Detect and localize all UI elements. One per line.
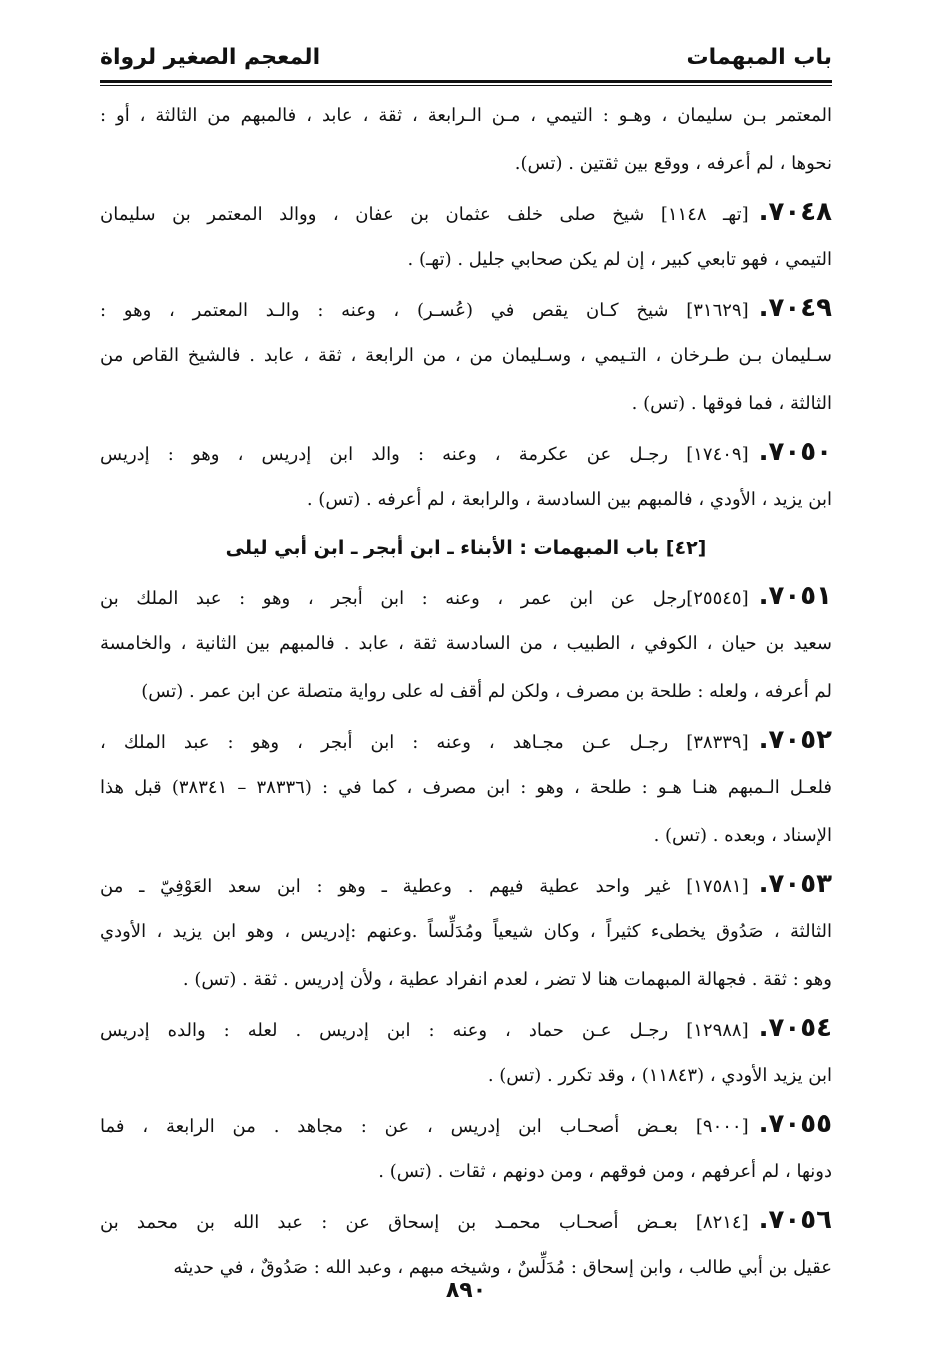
line-text: [١٧٤٠٩] رجـل عن عكرمة ، وعنه : والد ابن إدريس ، وهو : إدريس: [100, 444, 749, 465]
line-text: عقيل بن أبي طالب ، وابن إسحاق : مُدَلِّسٌ ، وشيخه مبهم ، وعبد الله : صَدُوقٌ ، في حديثه: [173, 1257, 832, 1278]
entry-number: ٧٠٤٩.: [758, 293, 832, 323]
text-line: [100, 380, 832, 428]
text-line: [100, 572, 832, 620]
line-text: وهو : ثقة . فجهالة المبهمات هنا لا تضر ، لعدم انفراد عطية ، ولأن إدريس . ثقة . (تس) .: [182, 969, 832, 990]
text-line: [100, 1052, 832, 1100]
text-line: [100, 668, 832, 716]
line-text: دونها ، لم أعرفهم ، ومن فوقهم ، ومن دونهم ، ثقات . (تس) .: [378, 1161, 832, 1182]
text-line: [100, 140, 832, 188]
text-line: [100, 1004, 832, 1052]
text-line: [100, 428, 832, 476]
line-text: [٢٥٥٤٥]رجل عن ابن عمر ، وعنه : ابن أبجر ، وهو : عبد الملك بن: [100, 588, 749, 609]
entry-number: ٧٠٤٨.: [758, 197, 832, 227]
header-rule: [100, 80, 832, 83]
text-line: [100, 1100, 832, 1148]
line-text: سـليمان بـن طـرخان ، التـيمي ، وسـليمان من ، من الرابعة ، ثقة ، عابد . فالشيخ القاص من: [100, 345, 832, 366]
page-number: ٨٩٠: [445, 1278, 487, 1303]
line-text: [تهـ ١١٤٨] شيخ صلى خلف عثمان بن عفان ، ووالد المعتمر بن سليمان: [100, 204, 749, 225]
line-text: نحوها ، لم أعرفه ، ووقع بين ثقتين . (تس).: [514, 153, 832, 174]
header-book-title: المعجم الصغير لرواة: [100, 45, 321, 70]
entry-number: ٧٠٥٥.: [758, 1109, 832, 1139]
line-text: [١٢٩٨٨] رجـل عـن حماد ، وعنه : ابن إدريس . لعله : والده إدريس: [100, 1020, 749, 1041]
text-line: [100, 92, 832, 140]
line-text: لم أعرفه ، ولعله : طلحة بن مصرف ، ولكن لم أقف له على رواية متصلة عن ابن عمر . (تس): [141, 681, 832, 702]
text-line: [100, 1196, 832, 1244]
text-line: [100, 908, 832, 956]
text-line: [100, 764, 832, 812]
line-text: [٣٨٣٣٩] رجـل عـن مجـاهد ، وعنه : ابن أبجر ، وهو : عبد الملك ،: [100, 732, 749, 753]
section-heading: [100, 524, 832, 572]
header-rule-thin: [100, 85, 832, 86]
entry-number: ٧٠٥٠.: [758, 437, 832, 467]
line-text: فلعـل الـمبهم هنـا هـو : طلحة ، وهو : ابن مصرف ، كما في : (٣٨٣٣٦ – ٣٨٣٤١) قبل هذا: [100, 777, 832, 798]
entry-number: ٧٠٥٦.: [758, 1205, 832, 1235]
line-text: [٨٢١٤] بعـض أصحـاب محمـد بن إسحاق عن : عبد الله بن محمد بن: [100, 1212, 749, 1233]
text-line: [100, 860, 832, 908]
entry-number: ٧٠٥٤.: [758, 1013, 832, 1043]
line-text: سعيد بن حيان ، الكوفي ، الطبيب ، من السادسة ثقة ، عابد . فالمبهم بين الثانية ، والخامسة: [100, 633, 832, 654]
line-text: [٤٢] باب المبهمات : الأبناء ـ ابن أبجر ـ ابن أبي ليلى: [225, 537, 707, 559]
running-header: [100, 30, 832, 78]
entry-number: ٧٠٥٢.: [758, 725, 832, 755]
text-line: [100, 1148, 832, 1196]
text-line: [100, 956, 832, 1004]
text-line: [100, 716, 832, 764]
text-line: [100, 332, 832, 380]
text-line: [100, 620, 832, 668]
entry-number: ٧٠٥١.: [758, 581, 832, 611]
text-line: [100, 476, 832, 524]
line-text: ابن يزيد الأودي ، (١١٨٤٣) ، وقد تكرر . (تس) .: [487, 1065, 832, 1086]
text-line: [100, 188, 832, 236]
line-text: التيمي ، فهو تابعي كبير ، إن لم يكن صحابي جليل . (تهـ) .: [407, 249, 832, 270]
line-text: ابن يزيد ، الأودي ، فالمبهم بين السادسة ، والرابعة ، لم أعرفه . (تس) .: [306, 489, 832, 510]
text-line: [100, 284, 832, 332]
line-text: الثالثة ، فما فوقها . (تس) .: [631, 393, 832, 414]
line-text: الإسناد ، وبعده . (تس) .: [653, 825, 832, 846]
line-text: المعتمر بـن سليمان ، وهـو : التيمي ، مـن الـرابعة ، ثقة ، عابد ، فالمبهم من الثالثة ، أو :: [100, 105, 832, 126]
line-text: [٣١٦٢٩] شيخ كـان يقص في (عُسـر) ، وعنه : والـد المعتمر ، وهو :: [100, 300, 749, 321]
main-text: [100, 92, 832, 1292]
line-text: [١٧٥٨١] غير واحد عطية فيهم . وعطية ـ وهو : ابن سعد العَوْفِيّ ـ من: [100, 876, 749, 897]
text-line: [100, 812, 832, 860]
entry-number: ٧٠٥٣.: [758, 869, 832, 899]
line-text: الثالثة ، صَدُوق يخطىء كثيراً ، وكان شيعياً ومُدَلِّساً .وعنهم :إدريس ، وهو ابن يزيد ، الأودي: [100, 921, 832, 942]
line-text: [٩٠٠٠] بعـض أصحـاب ابن إدريس ، عن : مجاهد . من الرابعة ، فما: [100, 1116, 749, 1137]
text-line: [100, 236, 832, 284]
header-chapter-title: باب المبهمات: [686, 45, 832, 70]
